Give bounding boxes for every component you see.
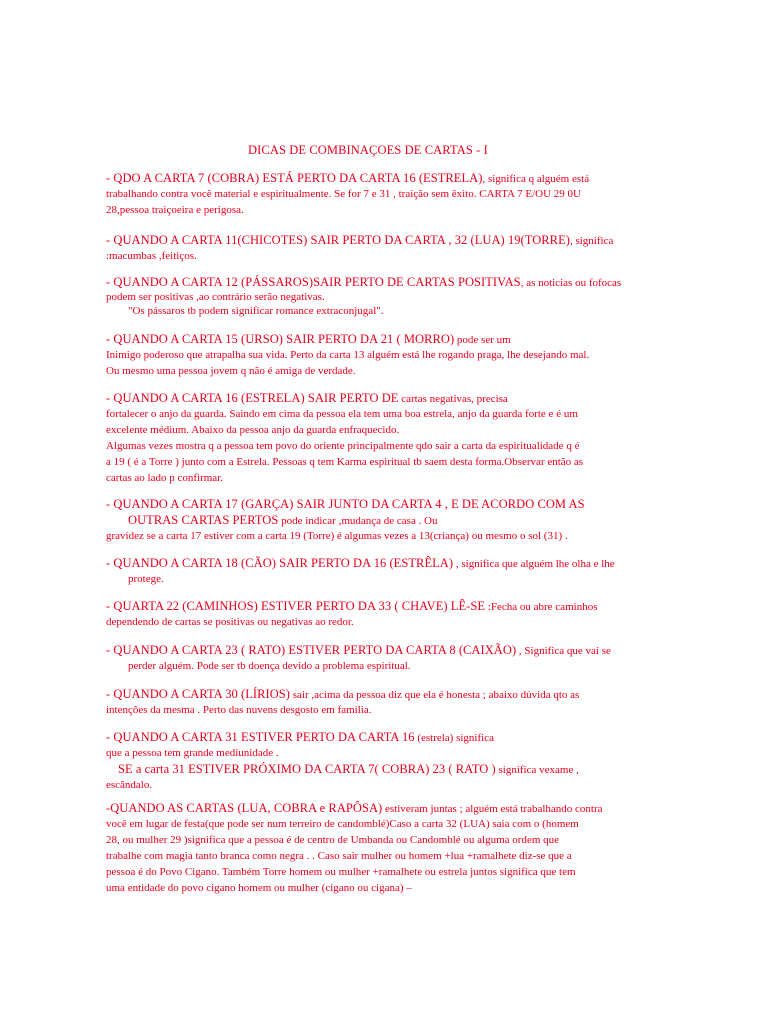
text-line: você em lugar de festa(que pode ser num terreiro de candomblé)Caso a carta 32 (LUA) saia com o (homem [106, 818, 579, 830]
text-line: trabalhando contra você material e espiritualmente. Se for 7 e 31 , traição sem êxito. CARTA 7 E/OU 29 0U [106, 188, 581, 200]
line-heading: -QUANDO AS CARTAS (LUA, COBRA e RAPÔSA) [106, 801, 383, 815]
tip-carta-31 [106, 729, 666, 793]
text-line: protege. [128, 573, 164, 585]
text-line: Ou mesmo uma pessoa jovem q não é amiga de verdade. [106, 365, 356, 377]
text-line: a 19 ( é a Torre ) junto com a Estrela. Pessoas q tem Karma espiritual tb saem desta forma.Observar então as [106, 456, 584, 468]
text-line: trabalhe com magia tanto branca como negra . . Caso sair mulher ou homem +lua +ramalhete diz-se que a [106, 850, 572, 862]
text-line [106, 729, 666, 745]
line-heading: OUTRAS CARTAS PERTOS [128, 513, 279, 527]
line-heading: - QUANDO A CARTA 12 (PÁSSAROS)SAIR PERTO DE CARTAS POSITIVAS [106, 275, 521, 289]
text-line: excelente médium. Abaixo da pessoa anjo da guarda enfraquecido. [106, 424, 400, 436]
tip-carta-16 [106, 390, 666, 486]
line-text: , as noticias ou fofocas [520, 277, 622, 289]
tip-carta-18 [106, 555, 666, 587]
text-line: cartas ao lado p confirmar. [106, 472, 223, 484]
tip-carta-23 [106, 642, 666, 674]
text-line [106, 642, 666, 658]
text-line: intenções da mesma . Perto das nuvens desgosto em família. [106, 704, 372, 716]
line-text: sair ,acima da pessoa diz que ela é honesta ; abaixo dúvida qto as [290, 689, 580, 701]
line-text: :Fecha ou abre caminhos [485, 601, 598, 613]
line-text: , significa que alguém lhe olha e lhe [453, 558, 615, 570]
text-line [106, 170, 666, 186]
line-heading: - QUARTA 22 (CAMINHOS) ESTIVER PERTO DA 33 ( CHAVE) LÊ-SE [106, 599, 486, 613]
text-line: podem ser positivas ,ao contrário serão negativas. [106, 291, 325, 303]
text-line: fortalecer o anjo da guarda. Saindo em cima da pessoa ela tem uma boa estrela, anjo da guarda forte e é um [106, 408, 578, 420]
text-line [106, 274, 666, 290]
tip-carta-15 [106, 331, 666, 379]
text-line [106, 800, 666, 816]
text-line: dependendo de cartas se positivas ou negativas ao redor. [106, 616, 354, 628]
line-heading: - QUANDO A CARTA 31 ESTIVER PERTO DA CARTA 16 [106, 730, 415, 744]
line-text: , Significa que vai se [516, 645, 611, 657]
line-text: significa vexame , [495, 764, 579, 776]
tip-carta-7 [106, 170, 666, 218]
line-text: , significa q alguém está [482, 173, 590, 185]
line-heading: - QUANDO A CARTA 18 (CÃO) SAIR PERTO DA 16 (ESTRÊLA) [106, 556, 454, 570]
tip-lua-cobra-raposa [106, 800, 666, 896]
line-heading: SE a carta 31 ESTIVER PRÓXIMO DA CARTA 7( COBRA) 23 ( RATO ) [118, 762, 496, 776]
text-line [106, 761, 666, 777]
line-heading: - QUANDO A CARTA 17 (GARÇA) SAIR JUNTO DA CARTA 4 , E DE ACORDO COM AS [106, 497, 585, 511]
text-line: Algumas vezes mostra q a pessoa tem povo do oriente principalmente qdo sair a carta da espiritualidade q é [106, 440, 580, 452]
text-line [106, 686, 666, 702]
line-heading: - QUANDO A CARTA 15 (URSO) SAIR PERTO DA 21 ( MORRO) [106, 332, 455, 346]
line-text: cartas negativas, precisa [398, 393, 508, 405]
text-line: que a pessoa tem grande mediunidade . [106, 747, 279, 759]
tip-carta-11 [106, 232, 666, 264]
line-heading: - QDO A CARTA 7 (COBRA) ESTÁ PERTO DA CARTA 16 (ESTRELA) [106, 171, 483, 185]
text-line: uma entidade do povo cigano homem ou mulher (cigano ou cigana) – [106, 882, 412, 894]
text-line: perder alguém. Pode ser tb doença devido a problema espiritual. [128, 660, 411, 672]
line-heading: - QUANDO A CARTA 30 (LÍRIOS) [106, 687, 291, 701]
line-heading: - QUANDO A CARTA 23 ( RATO) ESTIVER PERTO DA CARTA 8 (CAIXÃO) [106, 643, 517, 657]
text-line: 28, ou mulher 29 )significa que a pessoa é de centro de Umbanda ou Candomblé ou alguma ordem que [106, 834, 560, 846]
tip-carta-12 [106, 274, 666, 318]
line-text: pode ser um [454, 334, 511, 346]
text-line: escândalo. [106, 779, 153, 791]
text-line [106, 232, 666, 248]
line-heading: - QUANDO A CARTA 16 (ESTRELA) SAIR PERTO DE [106, 391, 399, 405]
text-line [106, 496, 666, 512]
line-text: , significa [569, 235, 614, 247]
document-title: DICAS DE COMBINAÇOES DE CARTAS - I [248, 143, 488, 157]
text-line: :macumbas ,feitiços. [106, 250, 197, 262]
text-line: "Os pássaros tb podem significar romance extraconjugal". [128, 305, 384, 317]
line-heading: - QUANDO A CARTA 11(CHICOTES) SAIR PERTO DA CARTA , 32 (LUA) 19(TORRE) [106, 233, 570, 247]
tip-carta-17 [106, 496, 666, 544]
line-text: estiveram juntas ; alguém está trabalhando contra [382, 803, 603, 815]
text-line [106, 390, 666, 406]
tip-carta-22 [106, 598, 666, 630]
line-text: (estrela) significa [414, 732, 494, 744]
text-line [106, 512, 666, 528]
text-line [106, 331, 666, 347]
tip-carta-30 [106, 686, 666, 718]
line-text: pode indicar ,mudança de casa . Ou [278, 515, 438, 527]
text-line: gravidez se a carta 17 estiver com a carta 19 (Torre) é algumas vezes a 13(criança) ou mesmo o sol (31) . [106, 530, 568, 542]
text-line: 28,pessoa traiçoeira e perigosa. [106, 204, 244, 216]
text-line: pessoa é do Povo Cigano. Também Torre homem ou mulher +ramalhete ou estrela juntos significa que tem [106, 866, 576, 878]
text-line: Inimigo poderoso que atrapalha sua vida. Perto da carta 13 alguém está lhe rogando praga, lhe desejando mal. [106, 349, 590, 361]
text-line [106, 598, 666, 614]
text-line [106, 555, 666, 571]
